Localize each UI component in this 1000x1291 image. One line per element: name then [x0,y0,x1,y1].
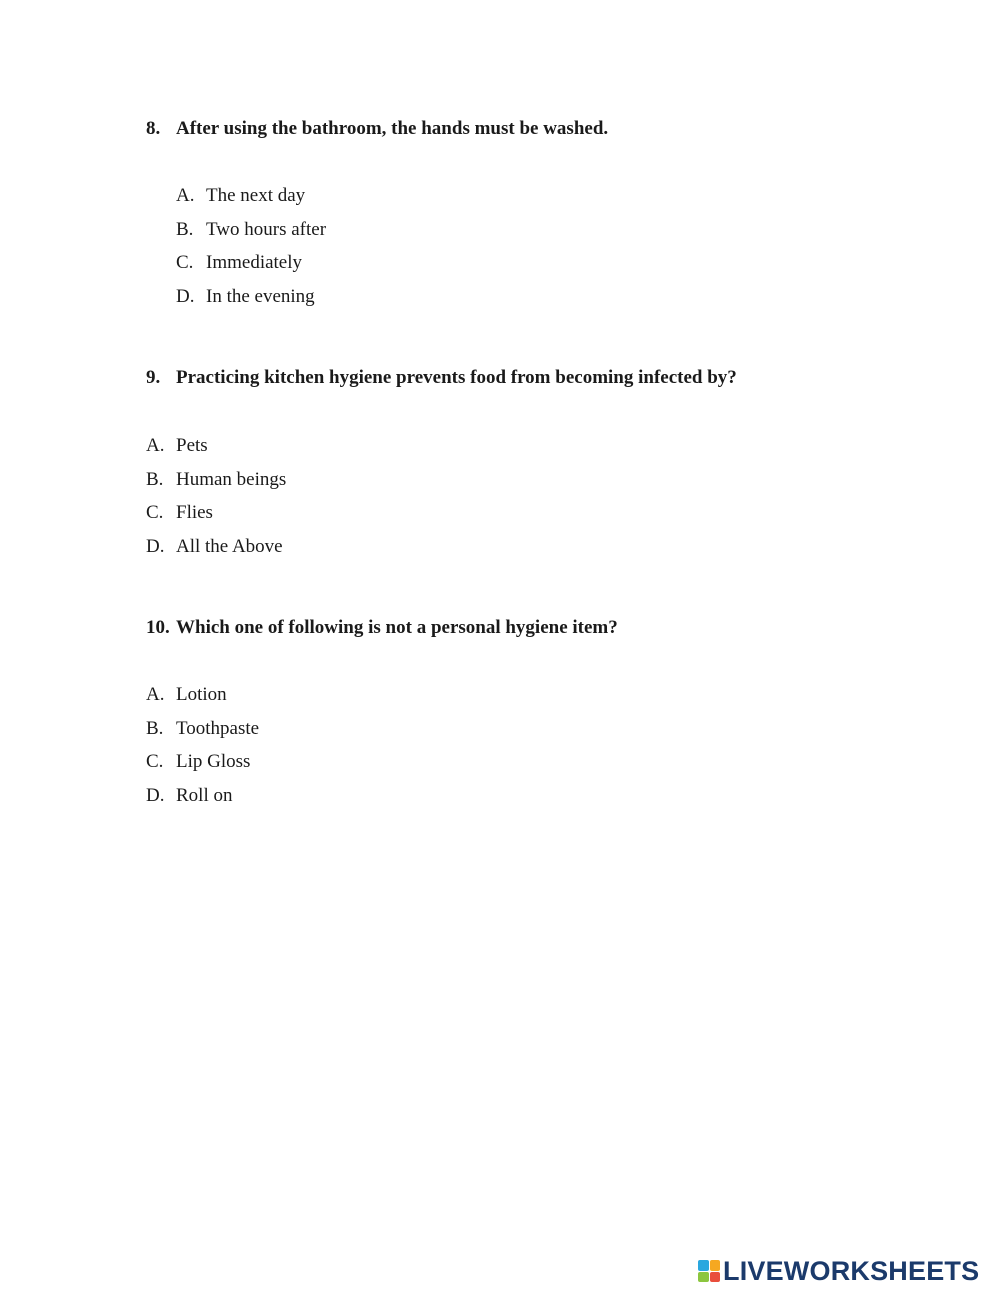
option-item[interactable] [146,717,259,751]
option-text: Lip Gloss [176,751,251,773]
option-letter: B. [146,468,164,490]
option-item[interactable] [146,468,286,502]
option-letter: C. [146,751,164,773]
option-text: Immediately [206,252,303,274]
option-text: All the Above [176,536,283,558]
option-item[interactable] [146,501,286,535]
option-letter: A. [146,684,165,705]
option-letter: C. [146,502,164,524]
option-text: The next day [206,185,306,206]
question-text: Practicing kitchen hygiene prevents food from becoming infected by? [176,367,737,388]
logo-mark-tile [698,1260,709,1271]
logo-mark-tile [710,1260,721,1271]
question-number: 10. [146,617,170,638]
option-text: Flies [176,502,213,524]
option-letter: A. [176,185,195,206]
question-10-options [146,683,259,818]
option-item[interactable] [146,784,259,818]
option-item[interactable] [176,251,326,285]
option-item[interactable] [176,184,326,218]
option-letter: C. [176,252,194,274]
question-8-options [176,184,326,319]
question-10 [146,616,618,640]
option-item[interactable] [146,683,259,717]
option-text: In the evening [206,286,315,308]
option-item[interactable] [146,434,286,468]
option-item[interactable] [176,218,326,252]
option-text: Lotion [176,684,227,705]
option-letter: B. [146,717,164,739]
option-item[interactable] [146,535,286,569]
option-letter: D. [146,785,165,807]
liveworksheets-logo [698,1254,979,1288]
option-letter: D. [146,536,165,558]
option-item[interactable] [176,285,326,319]
option-letter: D. [176,286,195,308]
logo-mark-icon [698,1260,720,1282]
logo-mark-tile [698,1272,709,1283]
question-text: After using the bathroom, the hands must be washed. [176,118,609,139]
question-8 [146,117,608,141]
option-text: Roll on [176,785,233,807]
option-item[interactable] [146,750,259,784]
option-text: Two hours after [206,218,327,240]
question-text: Which one of following is not a personal hygiene item? [176,617,618,638]
option-letter: B. [176,218,194,240]
question-number: 8. [146,118,161,139]
option-text: Human beings [176,468,287,490]
logo-text: LIVEWORKSHEETS [723,1255,980,1286]
question-9 [146,366,737,390]
option-text: Pets [176,435,208,456]
question-number: 9. [146,367,161,388]
option-letter: A. [146,435,165,456]
question-9-options [146,434,286,569]
logo-mark-tile [710,1272,721,1283]
option-text: Toothpaste [176,717,260,739]
